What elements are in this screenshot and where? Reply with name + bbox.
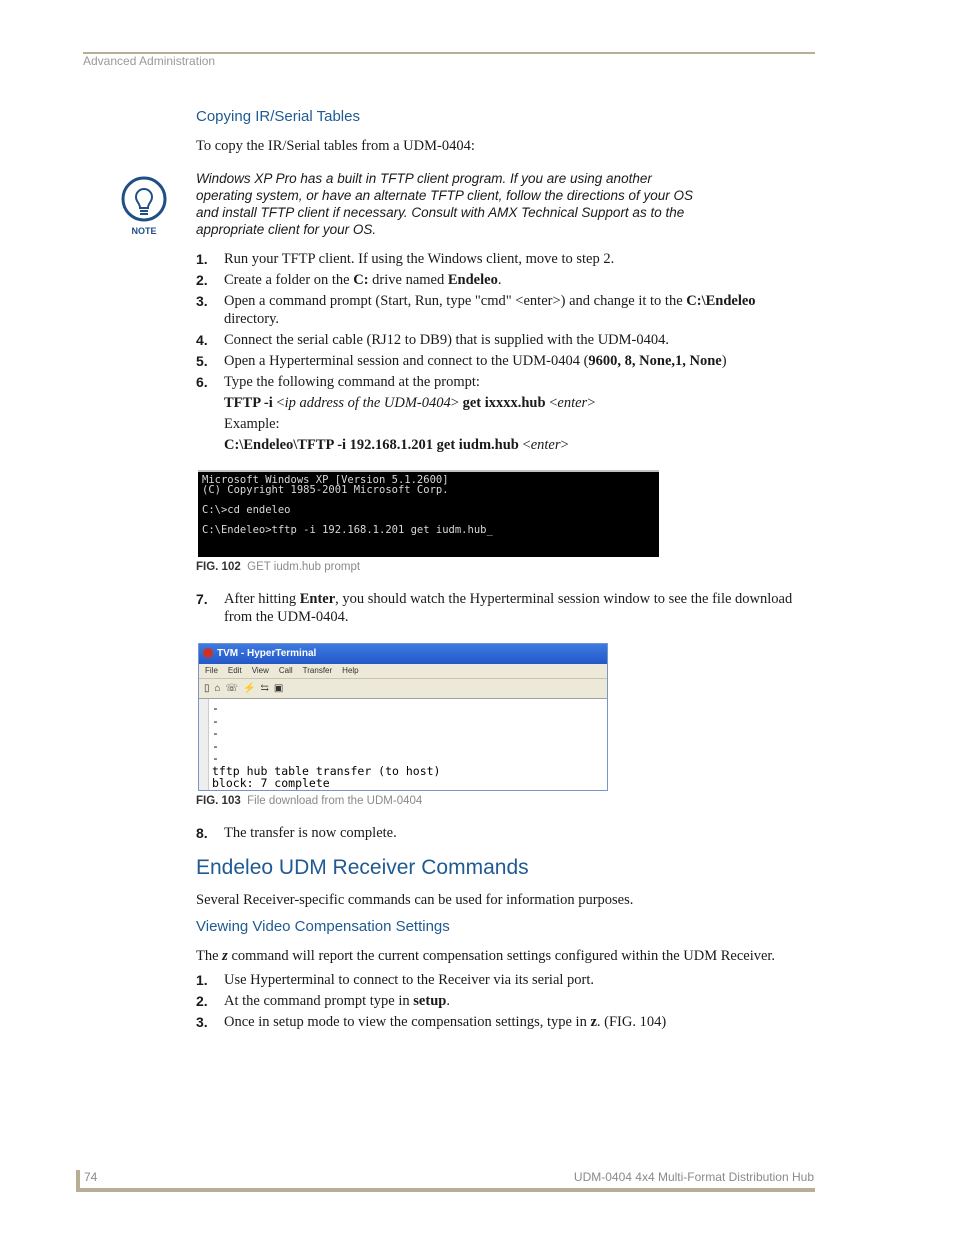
section-title-copying: Copying IR/Serial Tables xyxy=(196,108,360,125)
call-icon: ☏ xyxy=(225,683,239,694)
subsection-title-video: Viewing Video Compensation Settings xyxy=(196,918,450,935)
hyperterminal-toolbar xyxy=(199,679,607,699)
command-prompt-screenshot: Microsoft Windows XP [Version 5.1.2600] (C) Copyright 1985-2001 Microsoft Corp. C:\>cd endeleo C:\Endeleo>tftp -i 192.168.1.201 get iudm.hub_ xyxy=(198,470,659,557)
footer-title: UDM-0404 4x4 Multi-Format Distribution Hub xyxy=(573,1170,814,1184)
scrollbar xyxy=(199,699,209,791)
app-icon xyxy=(203,648,213,658)
receiver-paragraph: The z command will report the current compensation settings configured within the UDM Receiver. xyxy=(196,948,776,964)
note-icon xyxy=(118,175,170,237)
hyperterminal-titlebar: TVM - HyperTerminal xyxy=(199,644,607,664)
section-title-receiver: Endeleo UDM Receiver Commands xyxy=(196,856,529,879)
receiver-intro: Several Receiver-specific commands can be used for information purposes. xyxy=(196,892,634,908)
hyperterminal-menubar: File Edit View Call Transfer Help xyxy=(199,664,607,679)
hyperterminal-output: - - - - - tftp hub table transfer (to host) block: 7 complete xyxy=(199,699,607,791)
footer-rule xyxy=(76,1188,815,1192)
figure-caption-102: FIG. 102 GET iudm.hub prompt xyxy=(196,561,361,573)
example-command: C:\Endeleo\TFTP -i 192.168.1.201 get iudm.hub <enter> xyxy=(224,437,569,453)
new-icon: ▯ xyxy=(204,683,210,694)
note-text: Windows XP Pro has a built in TFTP client program. If you are using another operating system, or have an alternate TFTP client, follow the directions of your OS and install TFTP client if necessary. Consult with AMX Technical Support as to the appropriate client for your OS. xyxy=(196,171,693,237)
command-syntax: TFTP -i <ip address of the UDM-0404> get ixxxx.hub <enter> xyxy=(224,395,596,411)
example-label: Example: xyxy=(224,416,280,432)
hyperterminal-screenshot xyxy=(198,643,608,791)
open-icon: ⌂ xyxy=(214,683,221,694)
intro-text: To copy the IR/Serial tables from a UDM-0404: xyxy=(196,138,475,154)
note-label: NOTE xyxy=(131,226,157,236)
running-header: Advanced Administration xyxy=(83,54,216,68)
properties-icon: ▣ xyxy=(273,683,284,694)
send-icon: ⇆ xyxy=(260,683,269,694)
figure-caption-103: FIG. 103 File download from the UDM-0404 xyxy=(196,795,423,807)
page-number: 74 xyxy=(84,1170,98,1184)
disconnect-icon: ⚡ xyxy=(243,683,256,694)
